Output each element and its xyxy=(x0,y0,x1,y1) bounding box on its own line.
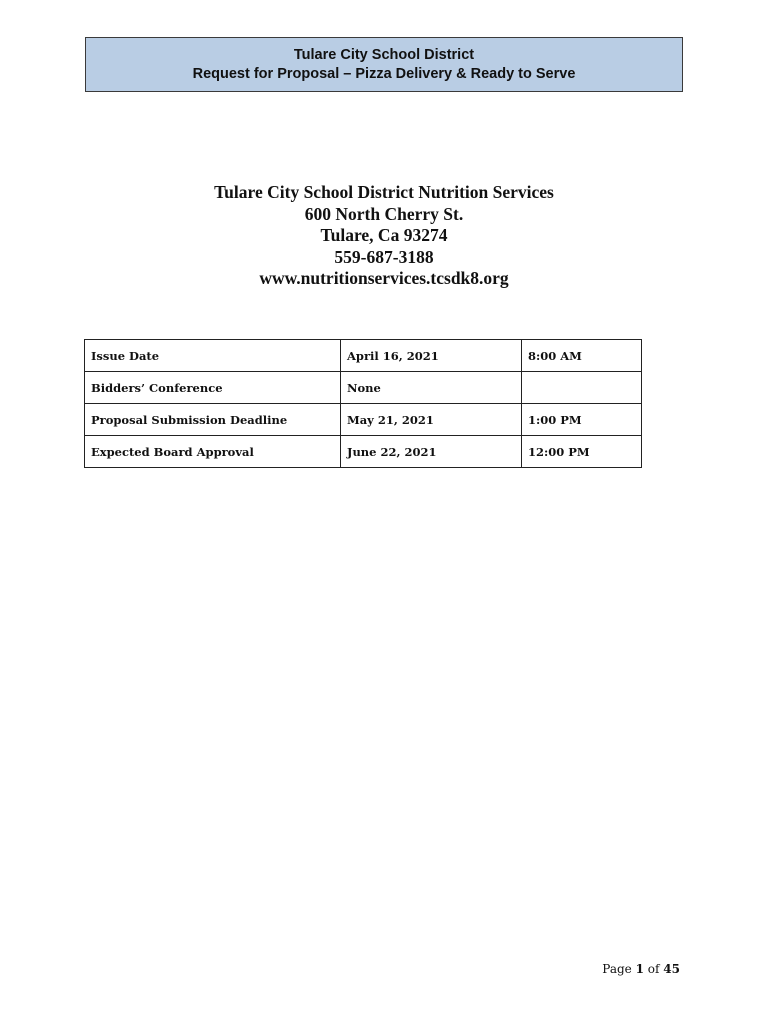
page-word: Page xyxy=(602,962,632,976)
date-cell: May 21, 2021 xyxy=(341,404,522,436)
event-cell: Issue Date xyxy=(85,340,341,372)
time-cell: 8:00 AM xyxy=(522,340,642,372)
time-cell: 1:00 PM xyxy=(522,404,642,436)
of-word: of xyxy=(647,962,660,976)
time-cell: 12:00 PM xyxy=(522,436,642,468)
current-page-number: 1 xyxy=(635,962,644,976)
event-cell: Bidders’ Conference xyxy=(85,372,341,404)
event-cell: Expected Board Approval xyxy=(85,436,341,468)
phone-number: 559-687-3188 xyxy=(334,246,434,267)
street-address: 600 North Cherry St. xyxy=(304,203,464,224)
table-row xyxy=(85,404,642,436)
table-row xyxy=(85,340,642,372)
total-pages: 45 xyxy=(663,962,680,976)
city-state-zip: Tulare, Ca 93274 xyxy=(320,225,448,245)
document-header xyxy=(85,37,683,92)
page-number-footer xyxy=(602,962,680,976)
date-cell: None xyxy=(341,372,522,404)
date-cell: April 16, 2021 xyxy=(341,340,522,372)
schedule-table xyxy=(84,339,642,468)
event-cell: Proposal Submission Deadline xyxy=(85,404,341,436)
table-row xyxy=(85,372,642,404)
header-rfp-title: Request for Proposal – Pizza Delivery & Ready to Serve xyxy=(192,66,576,82)
website-url: www.nutritionservices.tcsdk8.org xyxy=(259,268,509,288)
date-cell: June 22, 2021 xyxy=(341,436,522,468)
organization-name: Tulare City School District Nutrition Services xyxy=(214,182,554,202)
table-row xyxy=(85,436,642,468)
time-cell xyxy=(522,372,642,404)
address-block xyxy=(85,182,683,290)
header-district-title: Tulare City School District xyxy=(293,47,475,63)
